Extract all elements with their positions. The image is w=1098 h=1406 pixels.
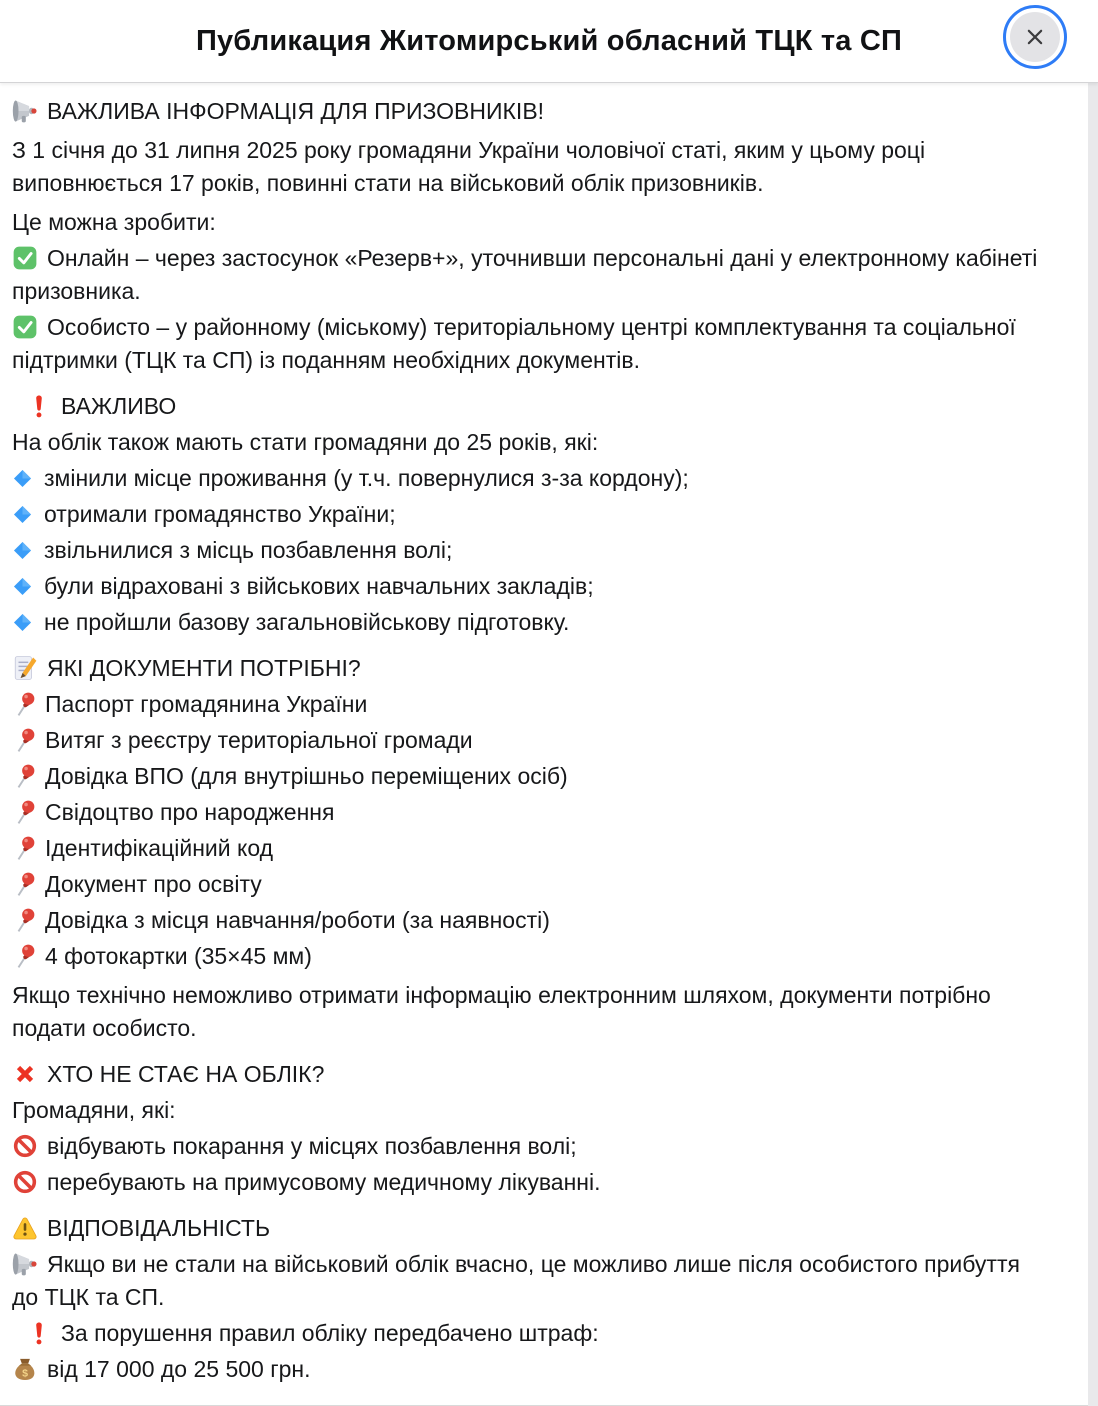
doc-item-education — [12, 868, 1048, 901]
heading-text: ЯКІ ДОКУМЕНТИ ПОТРІБНІ? — [47, 655, 361, 681]
close-button[interactable] — [1003, 5, 1067, 69]
section-heading-responsibility — [12, 1212, 1048, 1245]
red-exclamation-icon — [26, 393, 52, 419]
check-icon — [12, 314, 38, 340]
important-lead: На облік також мають стати громадяни до 25 років, які: — [12, 429, 599, 455]
pushpin-icon — [12, 763, 38, 789]
exemption-item-imprisoned — [12, 1130, 1048, 1163]
list-item-text: від 17 000 до 25 500 грн. — [47, 1356, 311, 1382]
heading-text: ВІДПОВІДАЛЬНІСТЬ — [47, 1215, 271, 1241]
list-item-text: Якщо ви не стали на військовий облік вчасно, це можливо лише після особистого прибуття до ТЦК та СП. — [12, 1251, 1020, 1310]
list-item-text: Особисто – у районному (міському) територіальному центрі комплектування та соціальної підтримки (ТЦК та СП) із поданням необхідних документів. — [12, 314, 1016, 373]
list-item-text: 4 фотокартки (35×45 мм) — [45, 943, 312, 969]
section-heading-important-info — [12, 95, 1048, 128]
list-item-text: Свідоцтво про народження — [45, 799, 335, 825]
close-icon — [1010, 12, 1060, 62]
list-item-text: Паспорт громадянина України — [45, 691, 368, 717]
exemption-item-medical-treatment — [12, 1166, 1048, 1199]
responsibility-item-fine-amount — [12, 1353, 1048, 1386]
pushpin-icon — [12, 691, 38, 717]
how-to-label: Це можна зробити: — [12, 209, 216, 235]
check-icon — [12, 245, 38, 271]
how-option-in-person — [12, 311, 1048, 377]
megaphone-icon — [12, 1251, 38, 1277]
documents-note: Якщо технічно неможливо отримати інформацію електронним шляхом, документи потрібно подати особисто. — [12, 982, 991, 1041]
megaphone-icon — [12, 98, 38, 124]
blue-diamond-icon — [12, 540, 33, 561]
pushpin-icon — [12, 907, 38, 933]
blue-diamond-icon — [12, 612, 33, 633]
warning-icon — [12, 1215, 38, 1241]
doc-item-registry-extract — [12, 724, 1048, 757]
doc-item-study-work-certificate — [12, 904, 1048, 937]
doc-item-birth-certificate — [12, 796, 1048, 829]
heading-text: ВАЖЛИВО — [61, 393, 177, 419]
important-item-expelled — [12, 570, 1048, 603]
prohibited-icon — [12, 1169, 38, 1195]
pushpin-icon — [12, 835, 38, 861]
section-heading-exemptions — [12, 1058, 1048, 1091]
heading-text: ХТО НЕ СТАЄ НА ОБЛІК? — [47, 1061, 325, 1087]
section-heading-documents — [12, 652, 1048, 685]
responsibility-item-late-registration — [12, 1248, 1048, 1314]
list-item-text: не пройшли базову загальновійськову підготовку. — [44, 609, 570, 635]
doc-item-tax-id — [12, 832, 1048, 865]
blue-diamond-icon — [12, 468, 33, 489]
section-heading-important — [12, 390, 1048, 423]
doc-item-passport — [12, 688, 1048, 721]
list-item-text: За порушення правил обліку передбачено штраф: — [61, 1320, 599, 1346]
exemptions-lead: Громадяни, які: — [12, 1097, 176, 1123]
list-item-text: відбувають покарання у місцях позбавлення волі; — [47, 1133, 577, 1159]
important-item-citizenship — [12, 498, 1048, 531]
list-item-text: Витяг з реєстру територіальної громади — [45, 727, 473, 753]
list-item-text: змінили місце проживання (у т.ч. повернулися з-за кордону); — [44, 465, 689, 491]
list-item-text: звільнилися з місць позбавлення волі; — [44, 537, 453, 563]
heading-text: ВАЖЛИВА ІНФОРМАЦІЯ ДЛЯ ПРИЗОВНИКІВ! — [47, 98, 545, 124]
pushpin-icon — [12, 799, 38, 825]
list-item-text: отримали громадянство України; — [44, 501, 396, 527]
red-exclamation-icon — [26, 1320, 52, 1346]
list-item-text: Онлайн – через застосунок «Резерв+», уточнивши персональні дані у електронному кабінеті призовника. — [12, 245, 1038, 304]
pushpin-icon — [12, 727, 38, 753]
doc-item-photos — [12, 940, 1048, 973]
list-item-text: Довідка ВПО (для внутрішньо переміщених осіб) — [45, 763, 568, 789]
blue-diamond-icon — [12, 504, 33, 525]
modal-header — [0, 0, 1098, 83]
blue-diamond-icon — [12, 576, 33, 597]
memo-icon — [12, 655, 38, 681]
important-item-released — [12, 534, 1048, 567]
doc-item-idp-certificate — [12, 760, 1048, 793]
important-item-no-training — [12, 606, 1048, 639]
pushpin-icon — [12, 871, 38, 897]
list-item-text: Документ про освіту — [45, 871, 262, 897]
important-item-residence — [12, 462, 1048, 495]
pushpin-icon — [12, 943, 38, 969]
money-bag-icon — [12, 1356, 38, 1382]
publication-body — [0, 83, 1088, 1406]
cross-mark-icon — [12, 1061, 38, 1087]
page-title: Публикация Житомирський обласний ТЦК та СП — [195, 24, 903, 57]
prohibited-icon — [12, 1133, 38, 1159]
how-option-online — [12, 242, 1048, 308]
list-item-text: були відраховані з військових навчальних закладів; — [44, 573, 594, 599]
list-item-text: Довідка з місця навчання/роботи (за наявності) — [45, 907, 550, 933]
responsibility-item-fine-notice — [12, 1317, 1048, 1350]
intro-paragraph: З 1 січня до 31 липня 2025 року громадяни України чоловічої статі, яким у цьому році виповнюється 17 років, повинні стати на військовий облік призовників. — [12, 137, 926, 196]
list-item-text: Ідентифікаційний код — [45, 835, 274, 861]
list-item-text: перебувають на примусовому медичному лікуванні. — [47, 1169, 601, 1195]
